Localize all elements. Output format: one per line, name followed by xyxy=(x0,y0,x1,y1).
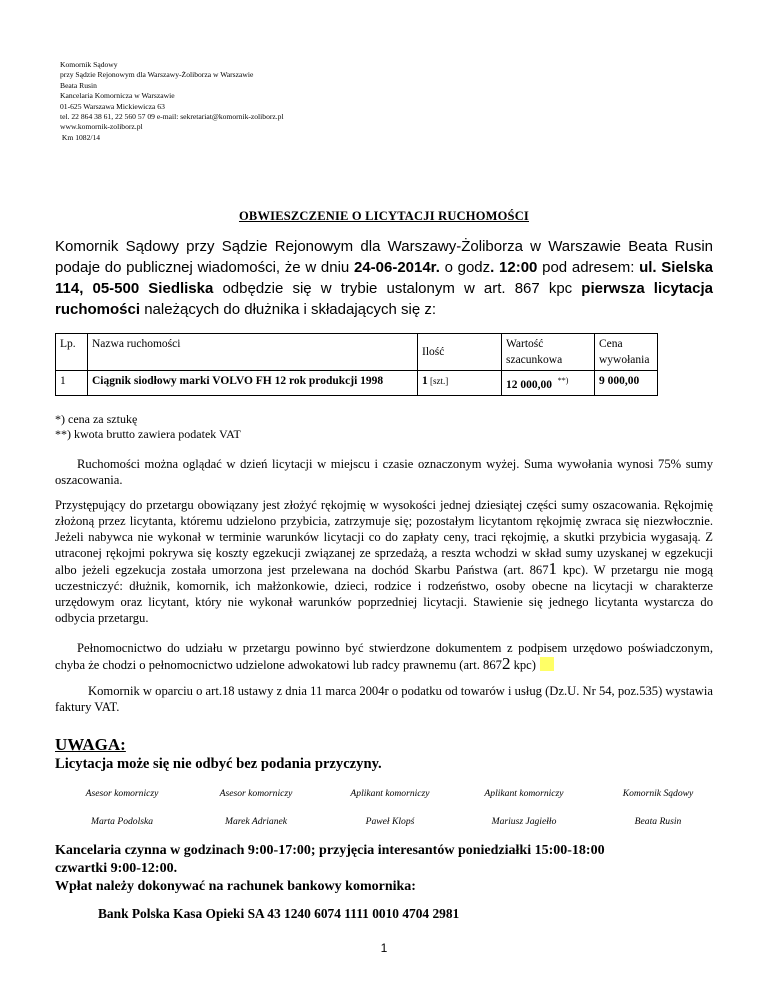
staff-names xyxy=(55,816,725,827)
intro-text: odbędzie się w trybie ustalonym w art. 867 kpc xyxy=(213,280,582,297)
header-qty: Ilość xyxy=(418,334,502,371)
staff-name: Beata Rusin xyxy=(634,816,682,827)
paragraph-deposit xyxy=(55,497,713,626)
warning-text: Licytacja może się nie odbyć bez podania przyczyny. xyxy=(55,756,382,772)
row-qty-unit: [szt.] xyxy=(427,376,449,386)
header-name: Nazwa ruchomości xyxy=(88,334,418,371)
row-value-amount: 12 000,00 xyxy=(506,378,552,391)
office-info xyxy=(55,842,735,896)
staff-roles xyxy=(55,788,725,799)
auction-date: 24-06-2014r. xyxy=(353,259,440,276)
letterhead-line: Komornik Sądowy xyxy=(60,60,118,69)
case-number: Km 1082/14 xyxy=(60,132,101,142)
auction-time: . 12:00 xyxy=(490,259,538,276)
highlight-mark xyxy=(540,657,554,671)
payment-instruction: Wpłat należy dokonywać na rachunek bankowy komornika: xyxy=(55,879,416,894)
proxy-text: Pełnomocnictwo do udziału w przetargu powinno być stwierdzone dokumentem z podpisem urzędowo poświadczonym, chyba że chodzi o pełnomocnictwo udzielone adwokatowi lub radcy prawnemu (art. 867 xyxy=(55,641,713,672)
row-qty xyxy=(418,371,502,396)
page-number: 1 xyxy=(380,941,388,955)
deposit-text: Przystępujący do przetargu obowiązany jest złożyć rękojmię w wysokości jednej dziesiątej części sumy oszacowania. Rękojmię złożoną przez licytanta, któremu udzielono przybicia, zatrzymuje się; pozostałym licytantom rękojmię zwraca się niezwłocznie. Jeżeli nabywca nie wykonał w terminie warunków licytacji co do zapłaty ceny, traci rękojmię, a skutki przybicia wygasają. Z utraconej rękojmi pokrywa się koszty egzekucji związanej ze sprzedażą, a reszta wchodzi w skład sumy uzyskanej w egzekucji albo jeżeli egzekucja została umorzona jest przelewana na dochód Skarbu Państwa (art. 867 xyxy=(55,498,713,577)
warning-label: UWAGA: xyxy=(55,735,126,754)
auction-address: ul. Sielska 114, 05-500 Siedliska xyxy=(55,259,714,297)
intro-text: należących do dłużnika i składających się z: xyxy=(140,301,437,318)
letterhead-line: tel. 22 864 38 61, 22 560 57 09 e-mail: sekretariat@komornik-zoliborz.pl xyxy=(60,112,284,122)
note-vat: **) kwota brutto zawiera podatek VAT xyxy=(55,427,241,441)
row-name: Ciągnik siodłowy marki VOLVO FH 12 rok produkcji 1998 xyxy=(88,371,418,396)
staff-name: Paweł Klopś xyxy=(365,816,415,827)
note-price: *) cena za sztukę xyxy=(55,412,138,426)
intro-text: o godz xyxy=(439,259,491,276)
row-price: 9 000,00 xyxy=(595,371,658,396)
proxy-text: kpc) xyxy=(510,658,536,672)
paragraph-vat: Komornik w oparciu o art.18 ustawy z dnia 11 marca 2004r o podatku od towarów i usług (Dz.U. Nr 54, poz.535) wystawia faktury VAT. xyxy=(55,684,713,714)
paragraph-proxy xyxy=(55,640,713,673)
intro-paragraph xyxy=(55,236,713,320)
staff-role: Aplikant komorniczy xyxy=(484,788,564,799)
letterhead-line: przy Sądzie Rejonowym dla Warszawy-Żoliborza w Warszawie xyxy=(60,70,254,80)
staff-name: Marek Adrianek xyxy=(224,816,288,827)
staff-name: Marta Podolska xyxy=(90,816,154,827)
office-hours-thursday: czwartki 9:00-12:00. xyxy=(55,861,178,876)
row-value-mark: **) xyxy=(557,376,569,385)
paragraph-viewing: Ruchomości można oglądać w dzień licytacji w miejscu i czasie oznaczonym wyżej. Suma wywołania wynosi 75% sumy oszacowania. xyxy=(55,457,713,487)
table-notes xyxy=(55,412,241,442)
header-lp: Lp. xyxy=(56,334,88,371)
staff-role: Komornik Sądowy xyxy=(622,788,694,799)
article-superscript: 2 xyxy=(501,654,511,673)
deposit-text: kpc). W przetargu nie mogą uczestniczyć: dłużnik, komornik, ich małżonkowie, dzieci, rodzice i rodzeństwo, osoby obecne na licytacji w charakterze urzędowym oraz licytant, który nie wykonał warunków poprzedniej licytacji. Stawienie się jednego licytanta wystarcza do odbycia przetargu. xyxy=(55,563,713,625)
row-value xyxy=(502,371,595,396)
letterhead xyxy=(60,60,284,143)
letterhead-line: Beata Rusin xyxy=(60,80,97,90)
article-superscript: 1 xyxy=(548,559,558,578)
document-title: OBWIESZCZENIE O LICYTACJI RUCHOMOŚCI xyxy=(238,209,529,223)
row-lp: 1 xyxy=(56,371,88,396)
header-value: Wartość szacunkowa xyxy=(502,334,595,371)
table-header-row xyxy=(56,334,658,371)
header-price: Cena wywołania xyxy=(595,334,658,371)
bank-account: Bank Polska Kasa Opieki SA 43 1240 6074 1111 0010 4704 2981 xyxy=(98,906,460,921)
row-qty-value: 1 xyxy=(422,375,428,387)
office-hours: Kancelaria czynna w godzinach 9:00-17:00; przyjęcia interesantów poniedziałki 15:00-18:00 xyxy=(55,843,605,858)
letterhead-line: 01-625 Warszawa Mickiewicza 63 xyxy=(60,101,165,111)
auction-kind: pierwsza licytacja ruchomości xyxy=(55,280,713,318)
staff-role: Asesor komorniczy xyxy=(219,788,293,799)
letterhead-line: www.komornik-zoliborz.pl xyxy=(60,122,143,132)
intro-text: pod adresem: xyxy=(537,259,640,276)
staff-role: Asesor komorniczy xyxy=(85,788,159,799)
items-table xyxy=(55,333,658,396)
staff-role: Aplikant komorniczy xyxy=(350,788,430,799)
table-row xyxy=(56,371,658,396)
intro-text: Komornik Sądowy przy Sądzie Rejonowym dla Warszawy-Żoliborza w Warszawie Beata Rusin podaje do publicznej wiadomości, że w dniu xyxy=(55,238,713,276)
staff-name: Mariusz Jagiełło xyxy=(491,816,557,827)
letterhead-line: Kancelaria Komornicza w Warszawie xyxy=(60,91,175,101)
